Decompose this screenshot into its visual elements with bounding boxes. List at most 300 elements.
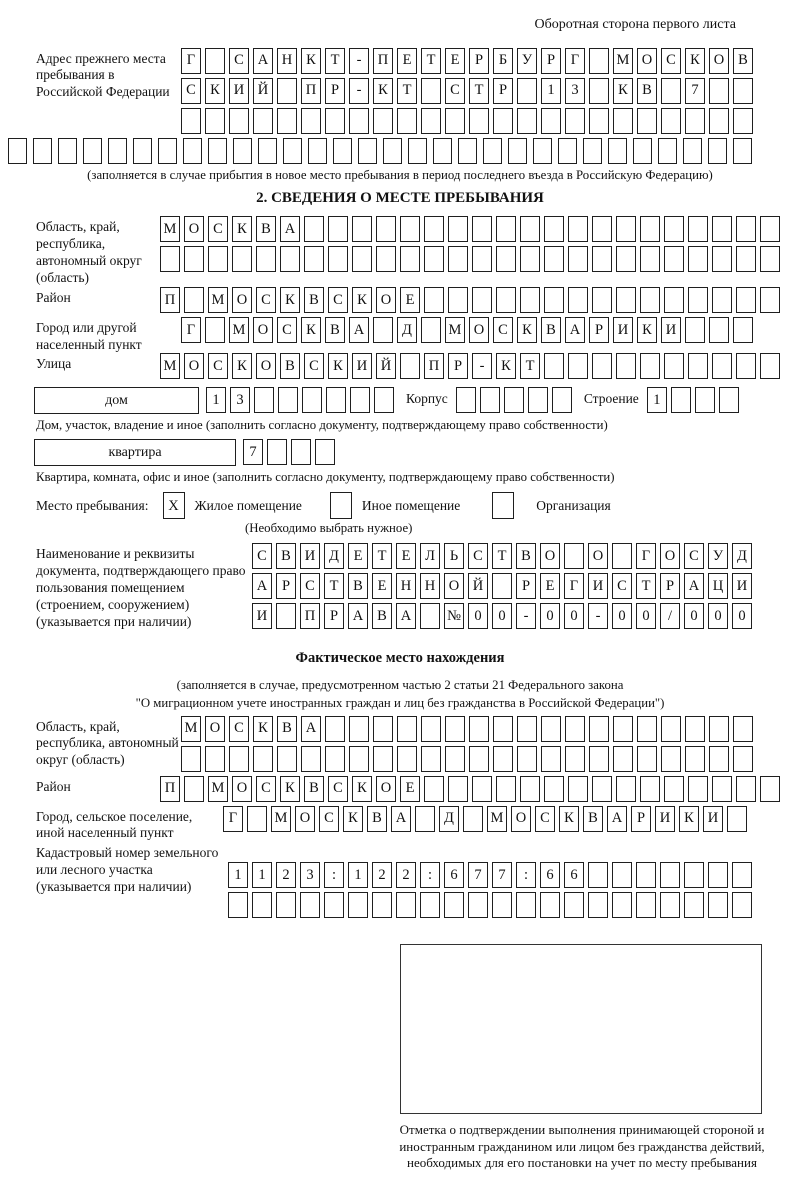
char-box[interactable] [517,108,537,134]
char-box[interactable] [397,716,417,742]
char-box[interactable] [397,108,417,134]
char-box[interactable] [333,138,352,164]
char-box[interactable] [83,138,102,164]
char-box[interactable]: С [229,48,249,74]
char-box[interactable] [592,287,612,313]
char-box[interactable]: М [160,216,180,242]
char-box[interactable]: И [732,573,752,599]
char-box[interactable] [732,892,752,918]
char-box[interactable] [328,216,348,242]
char-box[interactable] [424,776,444,802]
char-box[interactable]: Г [564,573,584,599]
char-box[interactable]: И [588,573,608,599]
char-box[interactable] [383,138,402,164]
char-box[interactable] [158,138,177,164]
char-box[interactable] [568,287,588,313]
char-box[interactable] [258,138,277,164]
char-box[interactable] [688,287,708,313]
char-box[interactable] [304,216,324,242]
char-box[interactable] [541,716,561,742]
char-box[interactable]: С [229,716,249,742]
char-box[interactable]: 6 [564,862,584,888]
char-box[interactable]: 1 [206,387,226,413]
char-box[interactable]: А [348,603,368,629]
char-box[interactable] [469,716,489,742]
char-box[interactable]: В [325,317,345,343]
char-box[interactable] [685,317,705,343]
char-box[interactable] [421,78,441,104]
char-box[interactable]: К [613,78,633,104]
char-box[interactable]: В [277,716,297,742]
char-box[interactable] [448,776,468,802]
char-box[interactable]: Л [420,543,440,569]
char-box[interactable]: О [205,716,225,742]
char-box[interactable]: / [660,603,680,629]
char-box[interactable]: А [396,603,416,629]
char-box[interactable] [463,806,483,832]
char-box[interactable] [568,246,588,272]
char-box[interactable] [533,138,552,164]
char-box[interactable]: А [301,716,321,742]
char-box[interactable] [544,287,564,313]
char-box[interactable] [349,746,369,772]
char-box[interactable] [421,746,441,772]
char-box[interactable]: М [208,287,228,313]
char-box[interactable]: М [229,317,249,343]
char-box[interactable]: М [613,48,633,74]
char-box[interactable]: К [517,317,537,343]
char-box[interactable] [373,716,393,742]
char-box[interactable] [712,353,732,379]
char-box[interactable] [493,108,513,134]
char-box[interactable]: О [376,287,396,313]
char-box[interactable]: Е [397,48,417,74]
char-box[interactable]: А [684,573,704,599]
char-box[interactable] [588,862,608,888]
char-box[interactable]: С [612,573,632,599]
char-box[interactable] [291,439,311,465]
char-box[interactable]: 2 [276,862,296,888]
char-box[interactable]: 1 [647,387,667,413]
char-box[interactable]: Р [325,78,345,104]
char-box[interactable]: - [516,603,536,629]
char-box[interactable] [736,776,756,802]
char-box[interactable] [637,716,657,742]
char-box[interactable]: С [661,48,681,74]
char-box[interactable] [661,108,681,134]
char-box[interactable]: П [160,287,180,313]
dom-widebox[interactable]: дом [34,387,199,414]
char-box[interactable] [304,246,324,272]
char-box[interactable] [208,246,228,272]
char-box[interactable]: 0 [732,603,752,629]
char-box[interactable] [564,892,584,918]
char-box[interactable]: Д [397,317,417,343]
char-box[interactable] [520,776,540,802]
char-box[interactable]: М [487,806,507,832]
char-box[interactable]: К [496,353,516,379]
char-box[interactable] [568,776,588,802]
char-box[interactable] [267,439,287,465]
char-box[interactable] [637,746,657,772]
char-box[interactable] [232,246,252,272]
char-box[interactable] [277,78,297,104]
char-box[interactable] [308,138,327,164]
char-box[interactable] [671,387,691,413]
char-box[interactable]: Д [439,806,459,832]
char-box[interactable]: К [559,806,579,832]
char-box[interactable] [616,776,636,802]
char-box[interactable] [736,246,756,272]
char-box[interactable]: У [708,543,728,569]
char-box[interactable] [558,138,577,164]
char-box[interactable] [445,746,465,772]
char-box[interactable] [592,246,612,272]
char-box[interactable]: 1 [348,862,368,888]
char-box[interactable]: К [343,806,363,832]
char-box[interactable]: М [445,317,465,343]
char-box[interactable] [565,716,585,742]
char-box[interactable] [415,806,435,832]
char-box[interactable] [229,746,249,772]
char-box[interactable] [493,716,513,742]
char-box[interactable] [636,862,656,888]
checkbox-inoe[interactable] [330,492,352,519]
char-box[interactable]: 3 [300,862,320,888]
char-box[interactable] [496,776,516,802]
char-box[interactable] [733,78,753,104]
char-box[interactable]: М [160,353,180,379]
char-box[interactable] [589,746,609,772]
char-box[interactable] [640,287,660,313]
char-box[interactable]: 2 [372,862,392,888]
char-box[interactable] [424,287,444,313]
char-box[interactable]: Р [516,573,536,599]
char-box[interactable]: А [349,317,369,343]
char-box[interactable] [496,246,516,272]
char-box[interactable] [472,287,492,313]
char-box[interactable] [709,746,729,772]
char-box[interactable]: 0 [708,603,728,629]
char-box[interactable] [300,892,320,918]
char-box[interactable] [276,603,296,629]
char-box[interactable] [564,543,584,569]
char-box[interactable] [709,716,729,742]
char-box[interactable] [301,108,321,134]
char-box[interactable]: : [516,862,536,888]
char-box[interactable] [472,776,492,802]
char-box[interactable] [733,317,753,343]
char-box[interactable] [397,746,417,772]
char-box[interactable] [325,746,345,772]
char-box[interactable] [633,138,652,164]
char-box[interactable] [374,387,394,413]
char-box[interactable]: В [276,543,296,569]
char-box[interactable]: 1 [541,78,561,104]
char-box[interactable] [736,353,756,379]
char-box[interactable] [660,862,680,888]
char-box[interactable]: А [391,806,411,832]
char-box[interactable] [733,716,753,742]
char-box[interactable]: О [660,543,680,569]
char-box[interactable]: О [588,543,608,569]
char-box[interactable]: Р [448,353,468,379]
char-box[interactable] [708,138,727,164]
char-box[interactable] [280,246,300,272]
char-box[interactable] [372,892,392,918]
char-box[interactable]: В [733,48,753,74]
char-box[interactable] [589,716,609,742]
char-box[interactable]: Е [540,573,560,599]
char-box[interactable] [736,216,756,242]
char-box[interactable] [373,317,393,343]
char-box[interactable] [544,353,564,379]
char-box[interactable]: К [352,776,372,802]
char-box[interactable]: Т [372,543,392,569]
char-box[interactable] [183,138,202,164]
char-box[interactable]: В [637,78,657,104]
char-box[interactable]: С [468,543,488,569]
char-box[interactable] [616,353,636,379]
char-box[interactable]: 7 [685,78,705,104]
char-box[interactable] [616,216,636,242]
char-box[interactable] [688,216,708,242]
char-box[interactable] [325,716,345,742]
char-box[interactable] [458,138,477,164]
char-box[interactable] [613,746,633,772]
char-box[interactable] [636,892,656,918]
char-box[interactable] [608,138,627,164]
char-box[interactable]: Е [400,776,420,802]
char-box[interactable]: О [295,806,315,832]
char-box[interactable]: П [301,78,321,104]
char-box[interactable] [709,108,729,134]
char-box[interactable]: С [208,353,228,379]
char-box[interactable]: - [349,48,369,74]
char-box[interactable] [456,387,476,413]
char-box[interactable] [568,216,588,242]
char-box[interactable]: В [367,806,387,832]
char-box[interactable] [448,287,468,313]
char-box[interactable]: С [328,287,348,313]
char-box[interactable]: К [679,806,699,832]
char-box[interactable] [541,746,561,772]
char-box[interactable] [640,776,660,802]
char-box[interactable] [358,138,377,164]
char-box[interactable]: К [205,78,225,104]
char-box[interactable]: У [517,48,537,74]
char-box[interactable] [612,543,632,569]
char-box[interactable]: С [277,317,297,343]
char-box[interactable]: В [583,806,603,832]
char-box[interactable]: К [637,317,657,343]
char-box[interactable]: Т [520,353,540,379]
char-box[interactable]: О [376,776,396,802]
char-box[interactable] [544,776,564,802]
char-box[interactable] [661,746,681,772]
char-box[interactable] [552,387,572,413]
char-box[interactable] [640,353,660,379]
char-box[interactable]: 3 [565,78,585,104]
char-box[interactable] [349,108,369,134]
char-box[interactable]: К [280,776,300,802]
char-box[interactable] [616,246,636,272]
char-box[interactable]: К [328,353,348,379]
char-box[interactable]: К [253,716,273,742]
char-box[interactable] [712,216,732,242]
char-box[interactable]: Й [376,353,396,379]
char-box[interactable]: Р [469,48,489,74]
char-box[interactable] [315,439,335,465]
char-box[interactable] [712,287,732,313]
char-box[interactable] [541,108,561,134]
char-box[interactable] [421,317,441,343]
char-box[interactable]: : [324,862,344,888]
char-box[interactable] [516,892,536,918]
char-box[interactable] [420,603,440,629]
char-box[interactable]: Т [397,78,417,104]
char-box[interactable]: К [280,287,300,313]
char-box[interactable] [517,716,537,742]
char-box[interactable]: В [256,216,276,242]
char-box[interactable] [517,78,537,104]
char-box[interactable]: Т [421,48,441,74]
char-box[interactable]: И [703,806,723,832]
char-box[interactable] [352,246,372,272]
char-box[interactable] [760,353,780,379]
char-box[interactable] [133,138,152,164]
char-box[interactable] [283,138,302,164]
char-box[interactable]: К [301,48,321,74]
char-box[interactable]: Т [324,573,344,599]
char-box[interactable]: В [541,317,561,343]
char-box[interactable]: А [252,573,272,599]
char-box[interactable]: Н [396,573,416,599]
char-box[interactable]: Д [324,543,344,569]
char-box[interactable]: Й [253,78,273,104]
char-box[interactable] [376,246,396,272]
char-box[interactable]: В [348,573,368,599]
char-box[interactable] [350,387,370,413]
char-box[interactable] [278,387,298,413]
char-box[interactable]: М [271,806,291,832]
char-box[interactable]: Р [276,573,296,599]
char-box[interactable] [640,246,660,272]
char-box[interactable] [253,108,273,134]
char-box[interactable]: П [160,776,180,802]
char-box[interactable] [520,287,540,313]
char-box[interactable] [253,746,273,772]
char-box[interactable] [205,108,225,134]
char-box[interactable] [301,746,321,772]
kvartira-widebox[interactable]: квартира [34,439,236,466]
char-box[interactable]: Р [541,48,561,74]
char-box[interactable] [592,216,612,242]
char-box[interactable]: Е [348,543,368,569]
char-box[interactable]: 7 [243,439,263,465]
char-box[interactable]: Н [420,573,440,599]
char-box[interactable] [496,216,516,242]
char-box[interactable]: И [655,806,675,832]
char-box[interactable]: П [424,353,444,379]
char-box[interactable] [664,216,684,242]
char-box[interactable]: К [232,216,252,242]
char-box[interactable]: М [181,716,201,742]
char-box[interactable]: - [588,603,608,629]
char-box[interactable] [708,862,728,888]
char-box[interactable] [205,317,225,343]
char-box[interactable] [540,892,560,918]
char-box[interactable] [684,862,704,888]
char-box[interactable]: Г [223,806,243,832]
char-box[interactable]: 0 [492,603,512,629]
char-box[interactable] [664,353,684,379]
char-box[interactable] [184,287,204,313]
char-box[interactable] [349,716,369,742]
char-box[interactable] [256,246,276,272]
char-box[interactable] [421,108,441,134]
char-box[interactable] [589,48,609,74]
char-box[interactable] [496,287,516,313]
char-box[interactable] [445,108,465,134]
char-box[interactable] [254,387,274,413]
char-box[interactable]: 0 [564,603,584,629]
char-box[interactable] [508,138,527,164]
char-box[interactable] [733,138,752,164]
char-box[interactable]: С [445,78,465,104]
char-box[interactable] [688,353,708,379]
char-box[interactable] [448,216,468,242]
char-box[interactable] [709,78,729,104]
char-box[interactable] [612,892,632,918]
char-box[interactable]: А [280,216,300,242]
char-box[interactable]: В [516,543,536,569]
char-box[interactable] [589,78,609,104]
char-box[interactable]: Г [636,543,656,569]
char-box[interactable] [326,387,346,413]
char-box[interactable] [493,746,513,772]
char-box[interactable]: С [493,317,513,343]
char-box[interactable]: С [535,806,555,832]
char-box[interactable] [421,716,441,742]
char-box[interactable] [400,353,420,379]
char-box[interactable]: Н [277,48,297,74]
char-box[interactable]: К [373,78,393,104]
char-box[interactable] [760,216,780,242]
char-box[interactable]: Г [181,317,201,343]
char-box[interactable] [683,138,702,164]
char-box[interactable] [424,216,444,242]
char-box[interactable] [613,716,633,742]
char-box[interactable] [205,48,225,74]
char-box[interactable] [448,246,468,272]
char-box[interactable] [528,387,548,413]
char-box[interactable] [685,746,705,772]
char-box[interactable]: 0 [612,603,632,629]
char-box[interactable] [664,287,684,313]
char-box[interactable]: С [208,216,228,242]
char-box[interactable]: А [565,317,585,343]
char-box[interactable]: О [253,317,273,343]
char-box[interactable]: И [252,603,272,629]
char-box[interactable] [420,892,440,918]
char-box[interactable] [472,216,492,242]
char-box[interactable] [640,216,660,242]
char-box[interactable]: К [352,287,372,313]
char-box[interactable] [277,746,297,772]
char-box[interactable] [733,108,753,134]
char-box[interactable] [565,746,585,772]
